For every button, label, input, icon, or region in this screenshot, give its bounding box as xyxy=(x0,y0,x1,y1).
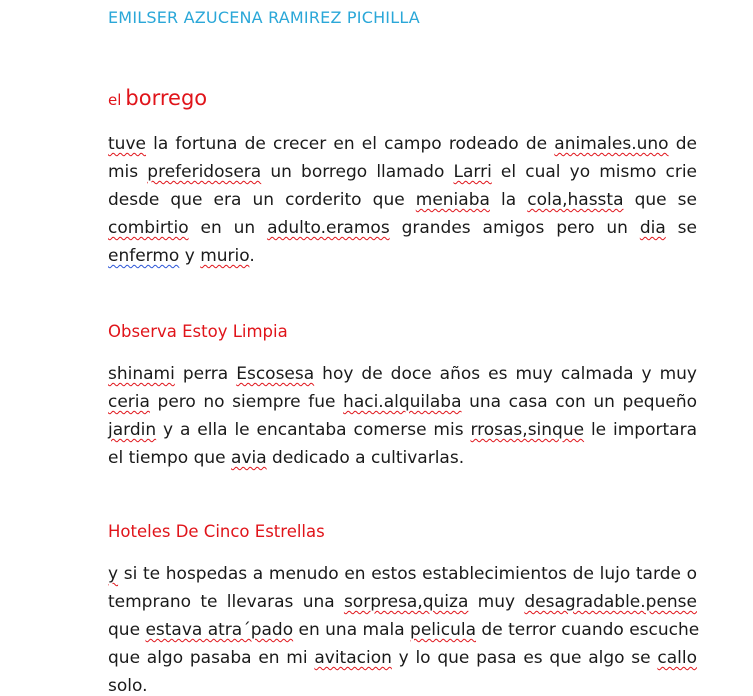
text-line: desde que era un corderito que meniaba la cola,hassta que se xyxy=(108,190,697,210)
text-line: que algo pasaba en mi avitacion y lo que pasa es que algo se callo xyxy=(108,648,697,668)
text-line: mis preferidosera un borrego llamado Larri el cual yo mismo crie xyxy=(108,162,697,182)
misspelled-word: sorpresa,quiza xyxy=(343,592,469,612)
misspelled-word: Escosesa xyxy=(236,364,315,384)
misspelled-word: animales.uno xyxy=(554,134,669,154)
text-line: shinami perra Escosesa hoy de doce años es muy calmada y muy xyxy=(108,364,697,384)
text-line: jardin y a ella le encantaba comerse mis rrosas,sinque le importara xyxy=(108,420,697,440)
misspelled-word: pelicula xyxy=(410,620,477,640)
misspelled-word: adulto.eramos xyxy=(267,218,390,238)
misspelled-word: dia xyxy=(639,218,666,238)
text-line: que estava atra´pado en una mala pelicula de terror cuando escuche xyxy=(108,620,700,640)
heading-hoteles-de-cinco-estrellas: Hoteles De Cinco Estrellas xyxy=(108,522,325,541)
paragraph-borrego xyxy=(108,130,697,270)
misspelled-word: ceria xyxy=(108,392,150,412)
misspelled-word: shinami xyxy=(108,364,175,384)
text-line: ceria pero no siempre fue haci.alquilaba una casa con un pequeño xyxy=(108,392,697,412)
text-line: combirtio en un adulto.eramos grandes amigos pero un dia se xyxy=(108,218,697,238)
heading-observa-estoy-limpia: Observa Estoy Limpia xyxy=(108,322,288,341)
misspelled-word: avitacion xyxy=(314,648,392,668)
misspelled-word: meniaba xyxy=(415,190,490,210)
misspelled-word: preferidosera xyxy=(147,162,262,182)
misspelled-word: Larri xyxy=(453,162,492,182)
author-name: EMILSER AZUCENA RAMIREZ PICHILLA xyxy=(108,8,420,27)
paragraph-hoteles xyxy=(108,560,700,696)
text-line: el tiempo que avia dedicado a cultivarlas. xyxy=(108,448,465,468)
misspelled-word: avia xyxy=(231,448,267,468)
text-line: temprano te llevaras una sorpresa,quiza muy desagradable.pense xyxy=(108,592,697,612)
misspelled-word: combirtio xyxy=(108,218,189,238)
text-line: y si te hospedas a menudo en estos establecimientos de lujo tarde o xyxy=(108,564,697,584)
title-prefix: el xyxy=(108,91,122,109)
title-main: borrego xyxy=(125,86,208,110)
story-title-borrego xyxy=(108,86,207,110)
paragraph-observa-estoy-limpia xyxy=(108,360,697,472)
misspelled-word: desagradable.pense xyxy=(524,592,697,612)
misspelled-word: rrosas,sinque xyxy=(470,420,585,440)
misspelled-word: tuve xyxy=(108,134,146,154)
misspelled-word: callo xyxy=(657,648,697,668)
misspelled-word: jardin xyxy=(108,420,157,440)
text-line: tuve la fortuna de crecer en el campo rodeado de animales.uno de xyxy=(108,134,697,154)
text-line: solo. xyxy=(108,676,148,696)
text-line: enfermo y murio. xyxy=(108,246,255,266)
misspelled-word: cola,hassta xyxy=(527,190,624,210)
misspelled-word: murio xyxy=(200,246,250,266)
misspelled-word: estava atra´pado xyxy=(145,620,294,640)
misspelled-word: haci.alquilaba xyxy=(343,392,462,412)
grammar-flagged-word: enfermo xyxy=(108,246,180,266)
misspelled-word: y xyxy=(108,564,119,584)
